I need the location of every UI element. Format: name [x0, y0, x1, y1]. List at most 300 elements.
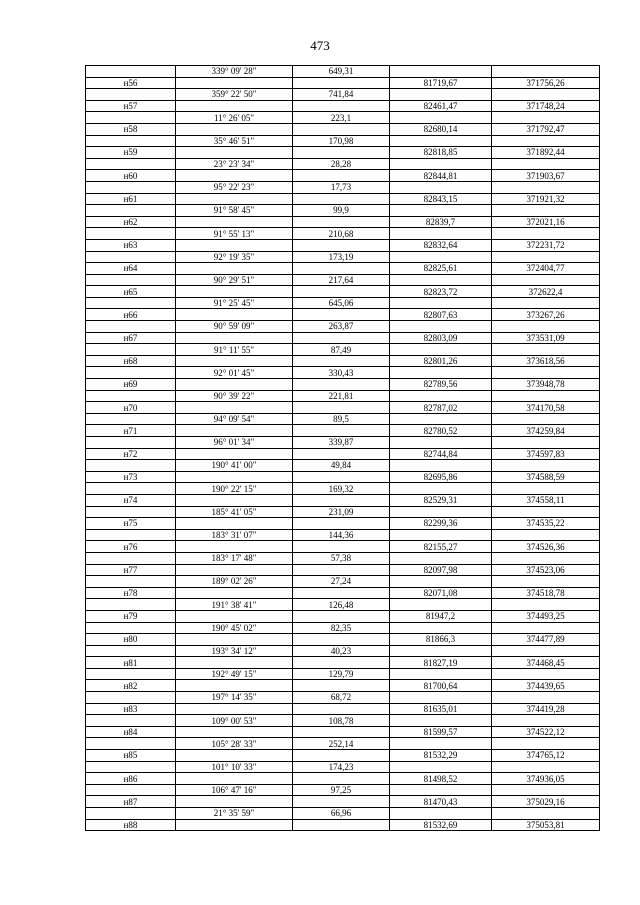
- x-coordinate-cell: 82155,27: [390, 541, 492, 553]
- point-name-cell: н86: [86, 773, 176, 785]
- direction-angle-cell: 189° 02' 26": [176, 576, 293, 588]
- distance-cell: 108,78: [293, 715, 390, 727]
- distance-cell: [293, 750, 390, 762]
- x-coordinate-cell: 82097,98: [390, 564, 492, 576]
- direction-angle-cell: [176, 564, 293, 576]
- point-name-cell: [86, 205, 176, 217]
- x-coordinate-cell: 82803,09: [390, 332, 492, 344]
- distance-cell: 170,98: [293, 135, 390, 147]
- y-coordinate-cell: 373531,09: [492, 332, 600, 344]
- y-coordinate-cell: 374170,58: [492, 402, 600, 414]
- point-name-cell: [86, 808, 176, 820]
- x-coordinate-cell: [390, 599, 492, 611]
- y-coordinate-cell: [492, 599, 600, 611]
- direction-angle-cell: [176, 425, 293, 437]
- direction-angle-cell: 96° 01' 34": [176, 437, 293, 449]
- table-row: [86, 784, 600, 796]
- x-coordinate-cell: 82844,81: [390, 170, 492, 182]
- distance-cell: 223,1: [293, 112, 390, 124]
- table-row: [86, 552, 600, 564]
- table-row: [86, 205, 600, 217]
- point-name-cell: н88: [86, 819, 176, 831]
- point-name-cell: [86, 599, 176, 611]
- x-coordinate-cell: [390, 668, 492, 680]
- x-coordinate-cell: [390, 692, 492, 704]
- x-coordinate-cell: [390, 529, 492, 541]
- y-coordinate-cell: [492, 622, 600, 634]
- y-coordinate-cell: 372622,4: [492, 286, 600, 298]
- table-row: [86, 761, 600, 773]
- x-coordinate-cell: [390, 66, 492, 78]
- point-name-cell: н84: [86, 726, 176, 738]
- distance-cell: 649,31: [293, 66, 390, 78]
- table-row: [86, 181, 600, 193]
- table-row: [86, 587, 600, 599]
- x-coordinate-cell: [390, 344, 492, 356]
- distance-cell: [293, 773, 390, 785]
- direction-angle-cell: 92° 01' 45": [176, 367, 293, 379]
- point-name-cell: н76: [86, 541, 176, 553]
- distance-cell: 97,25: [293, 784, 390, 796]
- x-coordinate-cell: 82825,61: [390, 263, 492, 275]
- table-row: [86, 332, 600, 344]
- distance-cell: [293, 77, 390, 89]
- table-row: [86, 170, 600, 182]
- direction-angle-cell: 94° 09' 54": [176, 413, 293, 425]
- x-coordinate-cell: 81866,3: [390, 634, 492, 646]
- distance-cell: [293, 587, 390, 599]
- distance-cell: 217,64: [293, 274, 390, 286]
- table-row: [86, 437, 600, 449]
- distance-cell: [293, 726, 390, 738]
- point-name-cell: [86, 437, 176, 449]
- direction-angle-cell: 185° 41' 05": [176, 506, 293, 518]
- direction-angle-cell: [176, 147, 293, 159]
- point-name-cell: н87: [86, 796, 176, 808]
- table-row: [86, 634, 600, 646]
- point-name-cell: [86, 321, 176, 333]
- table-row: [86, 715, 600, 727]
- point-name-cell: [86, 274, 176, 286]
- point-name-cell: [86, 158, 176, 170]
- y-coordinate-cell: [492, 344, 600, 356]
- y-coordinate-cell: 373267,26: [492, 309, 600, 321]
- y-coordinate-cell: [492, 89, 600, 101]
- x-coordinate-cell: [390, 181, 492, 193]
- direction-angle-cell: [176, 773, 293, 785]
- table-row: [86, 112, 600, 124]
- distance-cell: 27,24: [293, 576, 390, 588]
- point-name-cell: н65: [86, 286, 176, 298]
- point-name-cell: н72: [86, 448, 176, 460]
- point-name-cell: [86, 413, 176, 425]
- table-row: [86, 518, 600, 530]
- distance-cell: 173,19: [293, 251, 390, 263]
- y-coordinate-cell: [492, 321, 600, 333]
- x-coordinate-cell: [390, 738, 492, 750]
- direction-angle-cell: [176, 750, 293, 762]
- x-coordinate-cell: [390, 622, 492, 634]
- direction-angle-cell: [176, 796, 293, 808]
- point-name-cell: н60: [86, 170, 176, 182]
- x-coordinate-cell: [390, 89, 492, 101]
- direction-angle-cell: [176, 518, 293, 530]
- direction-angle-cell: [176, 819, 293, 831]
- point-name-cell: [86, 715, 176, 727]
- direction-angle-cell: 105° 28' 33": [176, 738, 293, 750]
- table-row: [86, 471, 600, 483]
- table-row: [86, 239, 600, 251]
- x-coordinate-cell: 82680,14: [390, 123, 492, 135]
- coordinates-table-body: [86, 66, 600, 831]
- x-coordinate-cell: [390, 808, 492, 820]
- y-coordinate-cell: [492, 228, 600, 240]
- x-coordinate-cell: [390, 135, 492, 147]
- distance-cell: [293, 239, 390, 251]
- direction-angle-cell: 95° 22' 23": [176, 181, 293, 193]
- table-row: [86, 576, 600, 588]
- direction-angle-cell: 23° 23' 34": [176, 158, 293, 170]
- y-coordinate-cell: [492, 66, 600, 78]
- y-coordinate-cell: 372021,16: [492, 216, 600, 228]
- x-coordinate-cell: 81635,01: [390, 703, 492, 715]
- direction-angle-cell: [176, 680, 293, 692]
- direction-angle-cell: [176, 309, 293, 321]
- table-row: [86, 263, 600, 275]
- direction-angle-cell: [176, 123, 293, 135]
- point-name-cell: [86, 89, 176, 101]
- direction-angle-cell: [176, 263, 293, 275]
- y-coordinate-cell: [492, 390, 600, 402]
- point-name-cell: н70: [86, 402, 176, 414]
- table-row: [86, 692, 600, 704]
- y-coordinate-cell: 372231,72: [492, 239, 600, 251]
- distance-cell: [293, 564, 390, 576]
- x-coordinate-cell: 81532,29: [390, 750, 492, 762]
- point-name-cell: н63: [86, 239, 176, 251]
- y-coordinate-cell: 374523,06: [492, 564, 600, 576]
- y-coordinate-cell: [492, 668, 600, 680]
- direction-angle-cell: 101° 10' 33": [176, 761, 293, 773]
- point-name-cell: [86, 390, 176, 402]
- point-name-cell: [86, 344, 176, 356]
- x-coordinate-cell: 82461,47: [390, 100, 492, 112]
- x-coordinate-cell: [390, 437, 492, 449]
- table-row: [86, 66, 600, 78]
- point-name-cell: [86, 297, 176, 309]
- direction-angle-cell: 190° 41' 00": [176, 460, 293, 472]
- y-coordinate-cell: 374477,89: [492, 634, 600, 646]
- distance-cell: 252,14: [293, 738, 390, 750]
- point-name-cell: н81: [86, 657, 176, 669]
- table-row: [86, 297, 600, 309]
- direction-angle-cell: 106° 47' 16": [176, 784, 293, 796]
- x-coordinate-cell: 81599,57: [390, 726, 492, 738]
- distance-cell: [293, 680, 390, 692]
- y-coordinate-cell: 374439,65: [492, 680, 600, 692]
- distance-cell: 87,49: [293, 344, 390, 356]
- direction-angle-cell: [176, 332, 293, 344]
- distance-cell: 126,48: [293, 599, 390, 611]
- table-row: [86, 622, 600, 634]
- table-row: [86, 390, 600, 402]
- distance-cell: [293, 819, 390, 831]
- distance-cell: [293, 541, 390, 553]
- distance-cell: 221,81: [293, 390, 390, 402]
- point-name-cell: н62: [86, 216, 176, 228]
- x-coordinate-cell: [390, 251, 492, 263]
- y-coordinate-cell: 375053,81: [492, 819, 600, 831]
- point-name-cell: н59: [86, 147, 176, 159]
- table-row: [86, 668, 600, 680]
- y-coordinate-cell: 371892,44: [492, 147, 600, 159]
- direction-angle-cell: 35° 46' 51": [176, 135, 293, 147]
- point-name-cell: н85: [86, 750, 176, 762]
- direction-angle-cell: [176, 100, 293, 112]
- distance-cell: 645,06: [293, 297, 390, 309]
- x-coordinate-cell: [390, 715, 492, 727]
- distance-cell: [293, 471, 390, 483]
- direction-angle-cell: 191° 38' 41": [176, 599, 293, 611]
- point-name-cell: [86, 576, 176, 588]
- x-coordinate-cell: 82801,26: [390, 355, 492, 367]
- x-coordinate-cell: 81947,2: [390, 610, 492, 622]
- y-coordinate-cell: [492, 529, 600, 541]
- y-coordinate-cell: [492, 761, 600, 773]
- direction-angle-cell: [176, 170, 293, 182]
- y-coordinate-cell: 371792,47: [492, 123, 600, 135]
- y-coordinate-cell: 371756,26: [492, 77, 600, 89]
- point-name-cell: н66: [86, 309, 176, 321]
- direction-angle-cell: [176, 216, 293, 228]
- y-coordinate-cell: [492, 297, 600, 309]
- x-coordinate-cell: 81470,43: [390, 796, 492, 808]
- distance-cell: [293, 170, 390, 182]
- direction-angle-cell: 91° 55' 13": [176, 228, 293, 240]
- distance-cell: [293, 123, 390, 135]
- y-coordinate-cell: [492, 251, 600, 263]
- point-name-cell: [86, 761, 176, 773]
- distance-cell: 68,72: [293, 692, 390, 704]
- point-name-cell: [86, 460, 176, 472]
- direction-angle-cell: 90° 59' 09": [176, 321, 293, 333]
- table-row: [86, 773, 600, 785]
- point-name-cell: [86, 135, 176, 147]
- point-name-cell: н68: [86, 355, 176, 367]
- point-name-cell: н74: [86, 494, 176, 506]
- y-coordinate-cell: [492, 158, 600, 170]
- table-row: [86, 808, 600, 820]
- table-row: [86, 379, 600, 391]
- y-coordinate-cell: [492, 367, 600, 379]
- distance-cell: 99,9: [293, 205, 390, 217]
- y-coordinate-cell: 374765,12: [492, 750, 600, 762]
- point-name-cell: н67: [86, 332, 176, 344]
- direction-angle-cell: [176, 494, 293, 506]
- distance-cell: 49,84: [293, 460, 390, 472]
- y-coordinate-cell: 371921,32: [492, 193, 600, 205]
- x-coordinate-cell: 82744,84: [390, 448, 492, 460]
- point-name-cell: н57: [86, 100, 176, 112]
- x-coordinate-cell: 82839,7: [390, 216, 492, 228]
- table-row: [86, 367, 600, 379]
- direction-angle-cell: [176, 448, 293, 460]
- table-row: [86, 135, 600, 147]
- table-row: [86, 402, 600, 414]
- table-row: [86, 541, 600, 553]
- direction-angle-cell: [176, 610, 293, 622]
- table-row: [86, 286, 600, 298]
- direction-angle-cell: 92° 19' 35": [176, 251, 293, 263]
- direction-angle-cell: 91° 25' 45": [176, 297, 293, 309]
- x-coordinate-cell: [390, 297, 492, 309]
- direction-angle-cell: 109° 00' 53": [176, 715, 293, 727]
- point-name-cell: н79: [86, 610, 176, 622]
- x-coordinate-cell: [390, 552, 492, 564]
- distance-cell: 330,43: [293, 367, 390, 379]
- x-coordinate-cell: 82787,02: [390, 402, 492, 414]
- direction-angle-cell: [176, 541, 293, 553]
- x-coordinate-cell: [390, 158, 492, 170]
- x-coordinate-cell: 81532,69: [390, 819, 492, 831]
- y-coordinate-cell: [492, 784, 600, 796]
- x-coordinate-cell: 82299,36: [390, 518, 492, 530]
- table-row: [86, 529, 600, 541]
- distance-cell: [293, 379, 390, 391]
- table-row: [86, 77, 600, 89]
- distance-cell: [293, 703, 390, 715]
- y-coordinate-cell: 372404,77: [492, 263, 600, 275]
- x-coordinate-cell: 82529,31: [390, 494, 492, 506]
- distance-cell: [293, 147, 390, 159]
- point-name-cell: н82: [86, 680, 176, 692]
- point-name-cell: [86, 506, 176, 518]
- direction-angle-cell: [176, 587, 293, 599]
- x-coordinate-cell: [390, 321, 492, 333]
- point-name-cell: [86, 66, 176, 78]
- x-coordinate-cell: [390, 390, 492, 402]
- point-name-cell: н61: [86, 193, 176, 205]
- x-coordinate-cell: [390, 784, 492, 796]
- distance-cell: [293, 448, 390, 460]
- point-name-cell: [86, 367, 176, 379]
- direction-angle-cell: [176, 703, 293, 715]
- distance-cell: [293, 263, 390, 275]
- distance-cell: 17,73: [293, 181, 390, 193]
- x-coordinate-cell: 82832,64: [390, 239, 492, 251]
- direction-angle-cell: 192° 49' 15": [176, 668, 293, 680]
- page-number: 473: [310, 38, 330, 53]
- direction-angle-cell: 359° 22' 50": [176, 89, 293, 101]
- table-row: [86, 680, 600, 692]
- direction-angle-cell: [176, 634, 293, 646]
- y-coordinate-cell: 371748,24: [492, 100, 600, 112]
- point-name-cell: н56: [86, 77, 176, 89]
- x-coordinate-cell: [390, 112, 492, 124]
- x-coordinate-cell: [390, 413, 492, 425]
- point-name-cell: [86, 738, 176, 750]
- y-coordinate-cell: 374522,12: [492, 726, 600, 738]
- point-name-cell: н64: [86, 263, 176, 275]
- direction-angle-cell: [176, 657, 293, 669]
- direction-angle-cell: [176, 193, 293, 205]
- table-row: [86, 413, 600, 425]
- point-name-cell: [86, 552, 176, 564]
- distance-cell: 210,68: [293, 228, 390, 240]
- table-row: [86, 321, 600, 333]
- table-row: [86, 599, 600, 611]
- table-row: [86, 251, 600, 263]
- y-coordinate-cell: [492, 552, 600, 564]
- direction-angle-cell: 190° 45' 02": [176, 622, 293, 634]
- x-coordinate-cell: 81827,19: [390, 657, 492, 669]
- table-row: [86, 344, 600, 356]
- distance-cell: 169,32: [293, 483, 390, 495]
- direction-angle-cell: 11° 26' 05": [176, 112, 293, 124]
- x-coordinate-cell: 81700,64: [390, 680, 492, 692]
- y-coordinate-cell: 373618,56: [492, 355, 600, 367]
- distance-cell: 40,23: [293, 645, 390, 657]
- table-row: [86, 193, 600, 205]
- point-name-cell: [86, 784, 176, 796]
- x-coordinate-cell: 81498,52: [390, 773, 492, 785]
- table-row: [86, 425, 600, 437]
- distance-cell: [293, 355, 390, 367]
- direction-angle-cell: 90° 29' 51": [176, 274, 293, 286]
- table-row: [86, 309, 600, 321]
- distance-cell: [293, 309, 390, 321]
- distance-cell: 741,84: [293, 89, 390, 101]
- distance-cell: 144,36: [293, 529, 390, 541]
- point-name-cell: н83: [86, 703, 176, 715]
- table-row: [86, 610, 600, 622]
- y-coordinate-cell: [492, 181, 600, 193]
- y-coordinate-cell: 374588,59: [492, 471, 600, 483]
- direction-angle-cell: 21° 35' 59": [176, 808, 293, 820]
- direction-angle-cell: [176, 77, 293, 89]
- point-name-cell: н78: [86, 587, 176, 599]
- direction-angle-cell: 190° 22' 15": [176, 483, 293, 495]
- distance-cell: 28,28: [293, 158, 390, 170]
- x-coordinate-cell: [390, 506, 492, 518]
- y-coordinate-cell: [492, 112, 600, 124]
- x-coordinate-cell: [390, 205, 492, 217]
- point-name-cell: н69: [86, 379, 176, 391]
- y-coordinate-cell: 374468,45: [492, 657, 600, 669]
- y-coordinate-cell: [492, 460, 600, 472]
- y-coordinate-cell: [492, 715, 600, 727]
- x-coordinate-cell: 82843,15: [390, 193, 492, 205]
- x-coordinate-cell: [390, 274, 492, 286]
- y-coordinate-cell: 374518,78: [492, 587, 600, 599]
- distance-cell: 231,09: [293, 506, 390, 518]
- y-coordinate-cell: [492, 437, 600, 449]
- distance-cell: 174,23: [293, 761, 390, 773]
- direction-angle-cell: [176, 286, 293, 298]
- table-row: [86, 274, 600, 286]
- direction-angle-cell: [176, 355, 293, 367]
- distance-cell: 129,79: [293, 668, 390, 680]
- y-coordinate-cell: [492, 274, 600, 286]
- y-coordinate-cell: 374936,05: [492, 773, 600, 785]
- point-name-cell: н75: [86, 518, 176, 530]
- distance-cell: 263,87: [293, 321, 390, 333]
- table-row: [86, 703, 600, 715]
- y-coordinate-cell: [492, 738, 600, 750]
- distance-cell: [293, 634, 390, 646]
- table-row: [86, 796, 600, 808]
- x-coordinate-cell: [390, 483, 492, 495]
